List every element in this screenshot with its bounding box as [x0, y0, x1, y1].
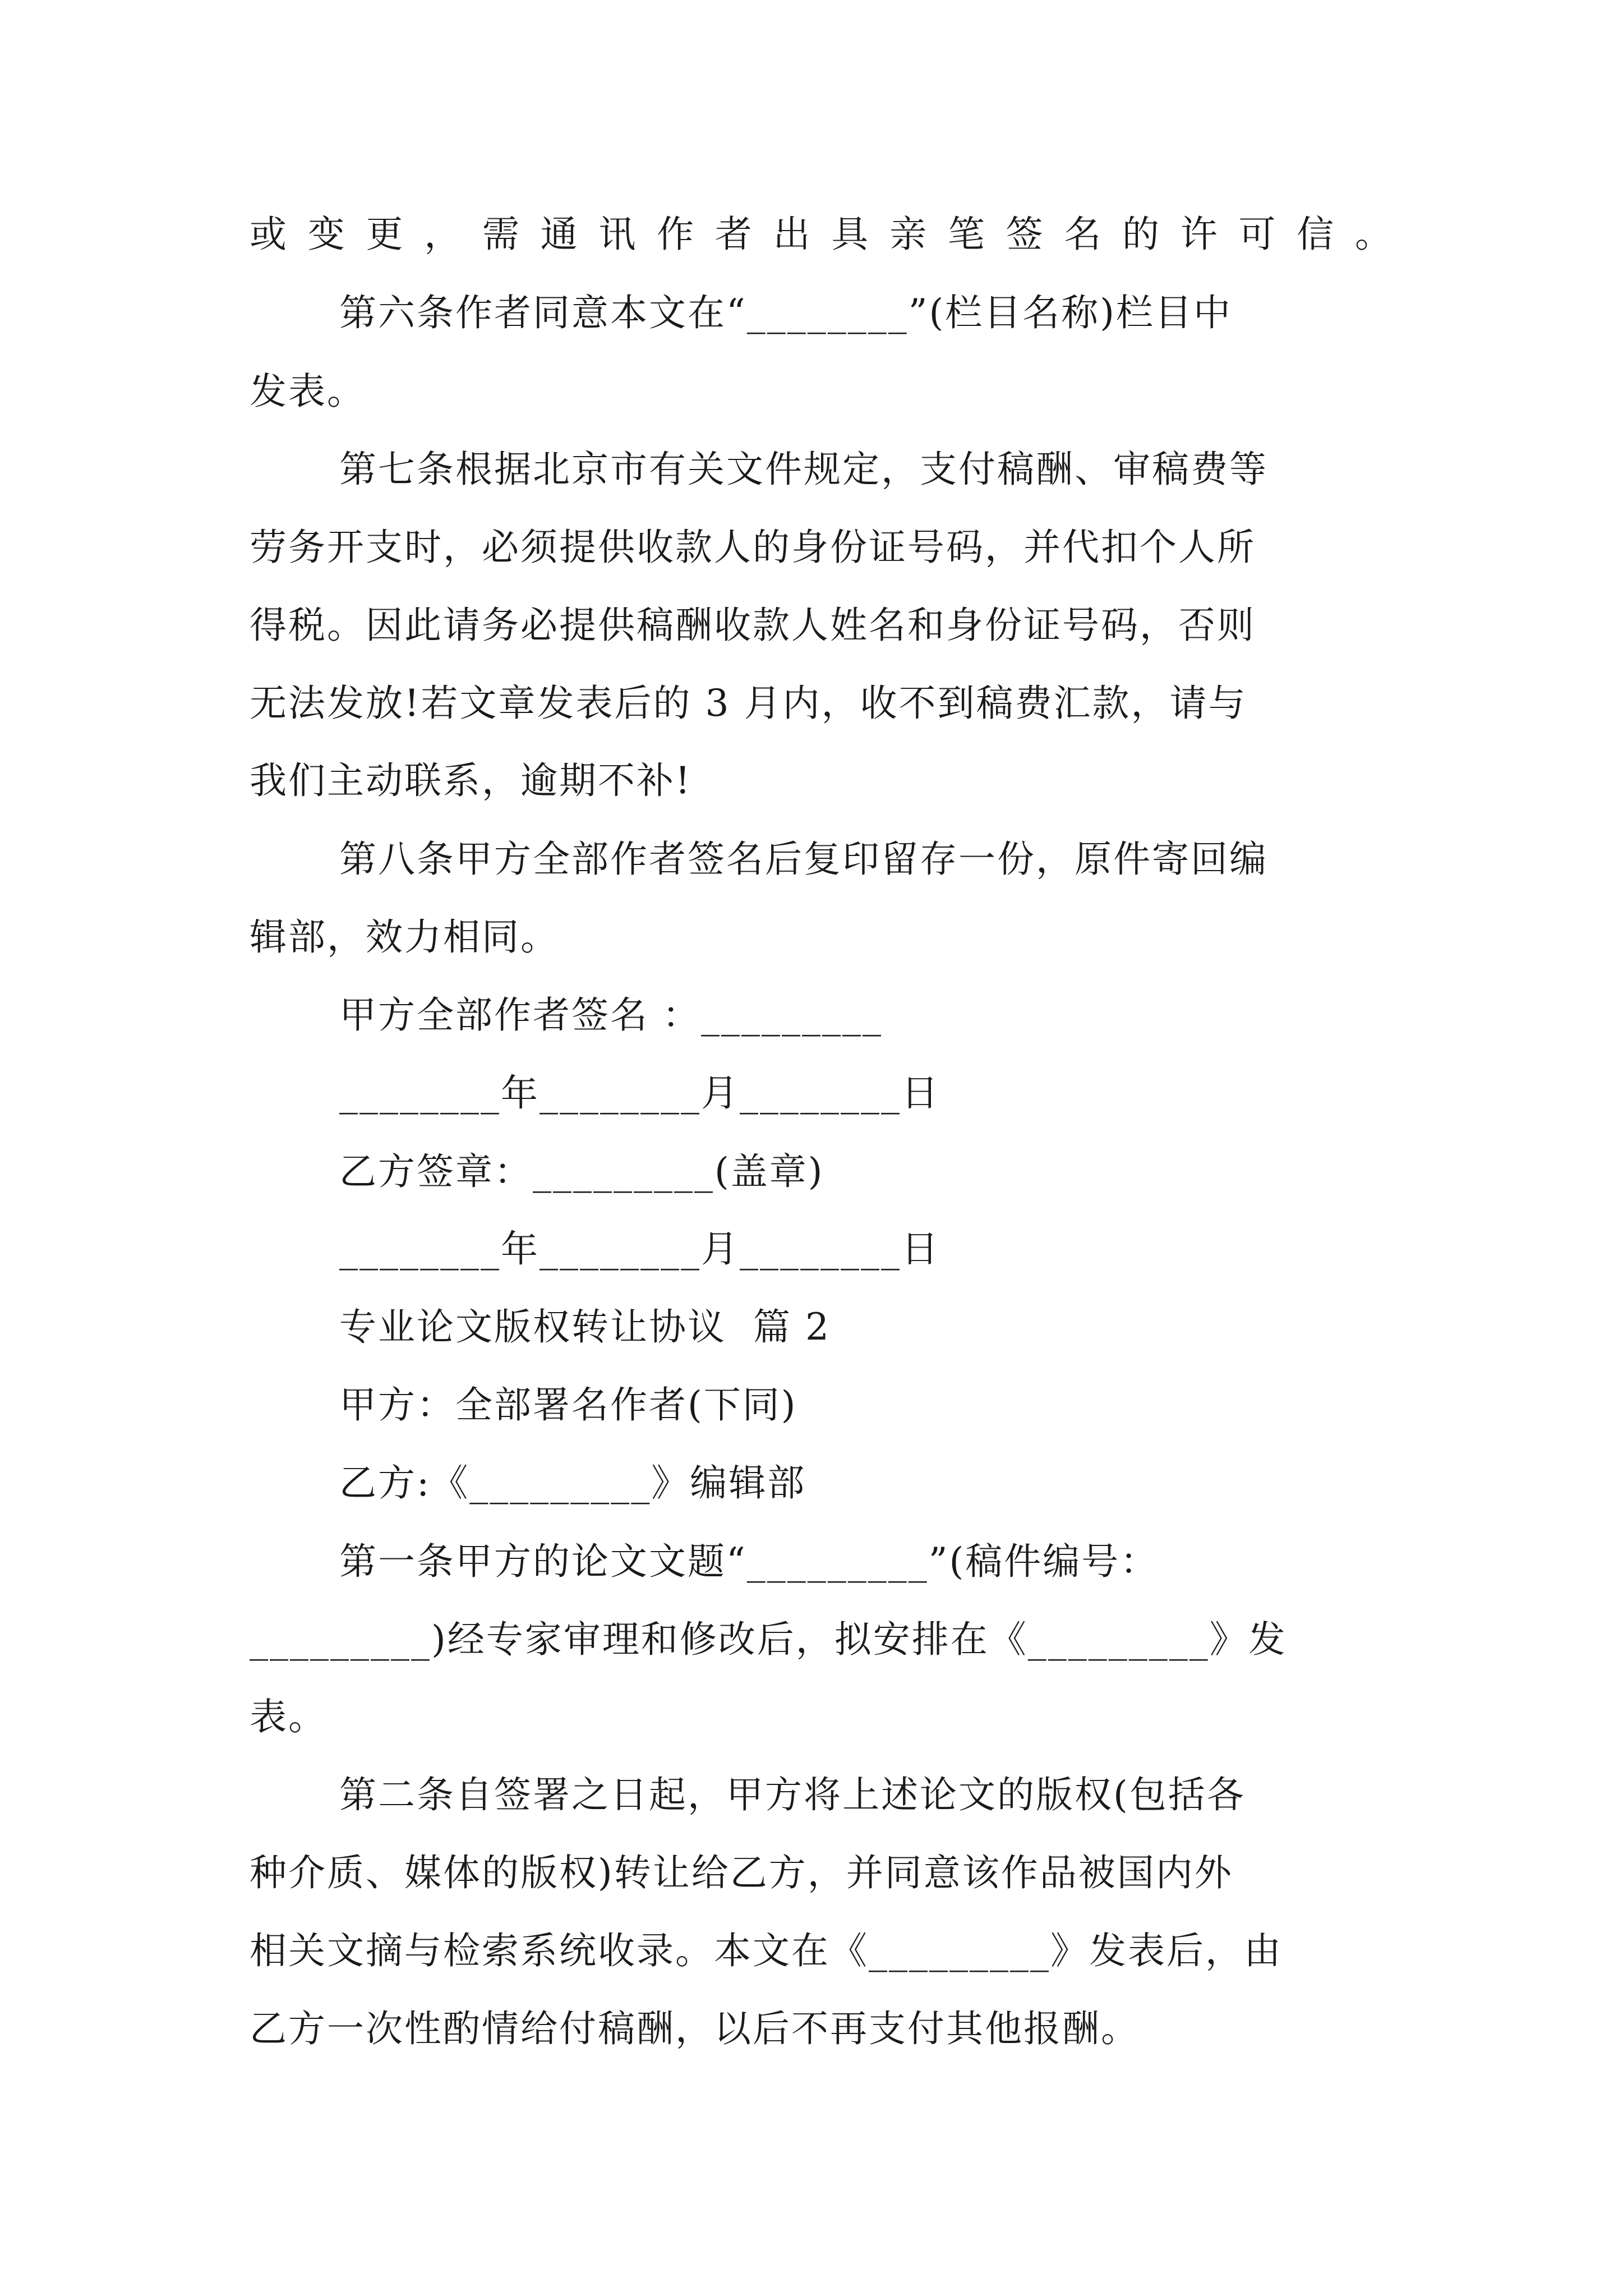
text-line: 乙方一次性酌情给付稿酬，以后不再支付其他报酬。: [250, 2007, 1140, 2050]
text-line: 我们主动联系，逾期不补!: [250, 759, 692, 802]
party-b-line: 乙方:《_________》编辑部: [339, 1461, 806, 1504]
text-line: 第八条甲方全部作者签名后复印留存一份，原件寄回编: [339, 838, 1268, 881]
signature-line-party-b: 乙方签章：_________(盖章): [339, 1150, 824, 1193]
text-line: 种介质、媒体的版权)转让给乙方，并同意该作品被国内外: [250, 1851, 1233, 1894]
text-line: 第一条甲方的论文文题“_________”(稿件编号：: [339, 1540, 1159, 1583]
text-line: 劳务开支时，必须提供收款人的身份证号码，并代扣个人所: [250, 526, 1256, 569]
text-line: _________)经专家审理和修改后，拟安排在《_________》发: [250, 1618, 1287, 1661]
text-line: 发表。: [250, 370, 366, 413]
text-line: 辑部，效力相同。: [250, 915, 559, 959]
text-line: 第二条自签署之日起，甲方将上述论文的版权(包括各: [339, 1773, 1246, 1816]
text-line: 第六条作者同意本文在“________”(栏目名称)栏目中: [339, 291, 1232, 334]
signature-line-party-a: 甲方全部作者签名 ：_________: [339, 993, 883, 1037]
text-line: 表。: [250, 1695, 327, 1738]
text-line: 或变更，需通讯作者出具亲笔签名的许可信。: [250, 213, 1394, 256]
section-heading: 专业论文版权转让协议 篇 2: [339, 1305, 831, 1349]
text-line: 相关文摘与检索系统收录。本文在《_________》发表后，由: [250, 1929, 1283, 1972]
text-line: 无法发放!若文章发表后的 3 月内，收不到稿费汇款，请与: [250, 682, 1247, 725]
text-line: 得税。因此请务必提供稿酬收款人姓名和身份证号码，否则: [250, 604, 1256, 647]
text-line: 第七条根据北京市有关文件规定，支付稿酬、审稿费等: [339, 448, 1268, 491]
date-line: ________年________月________日: [339, 1227, 940, 1271]
date-line: ________年________月________日: [339, 1071, 940, 1115]
party-a-line: 甲方：全部署名作者(下同): [339, 1383, 797, 1427]
